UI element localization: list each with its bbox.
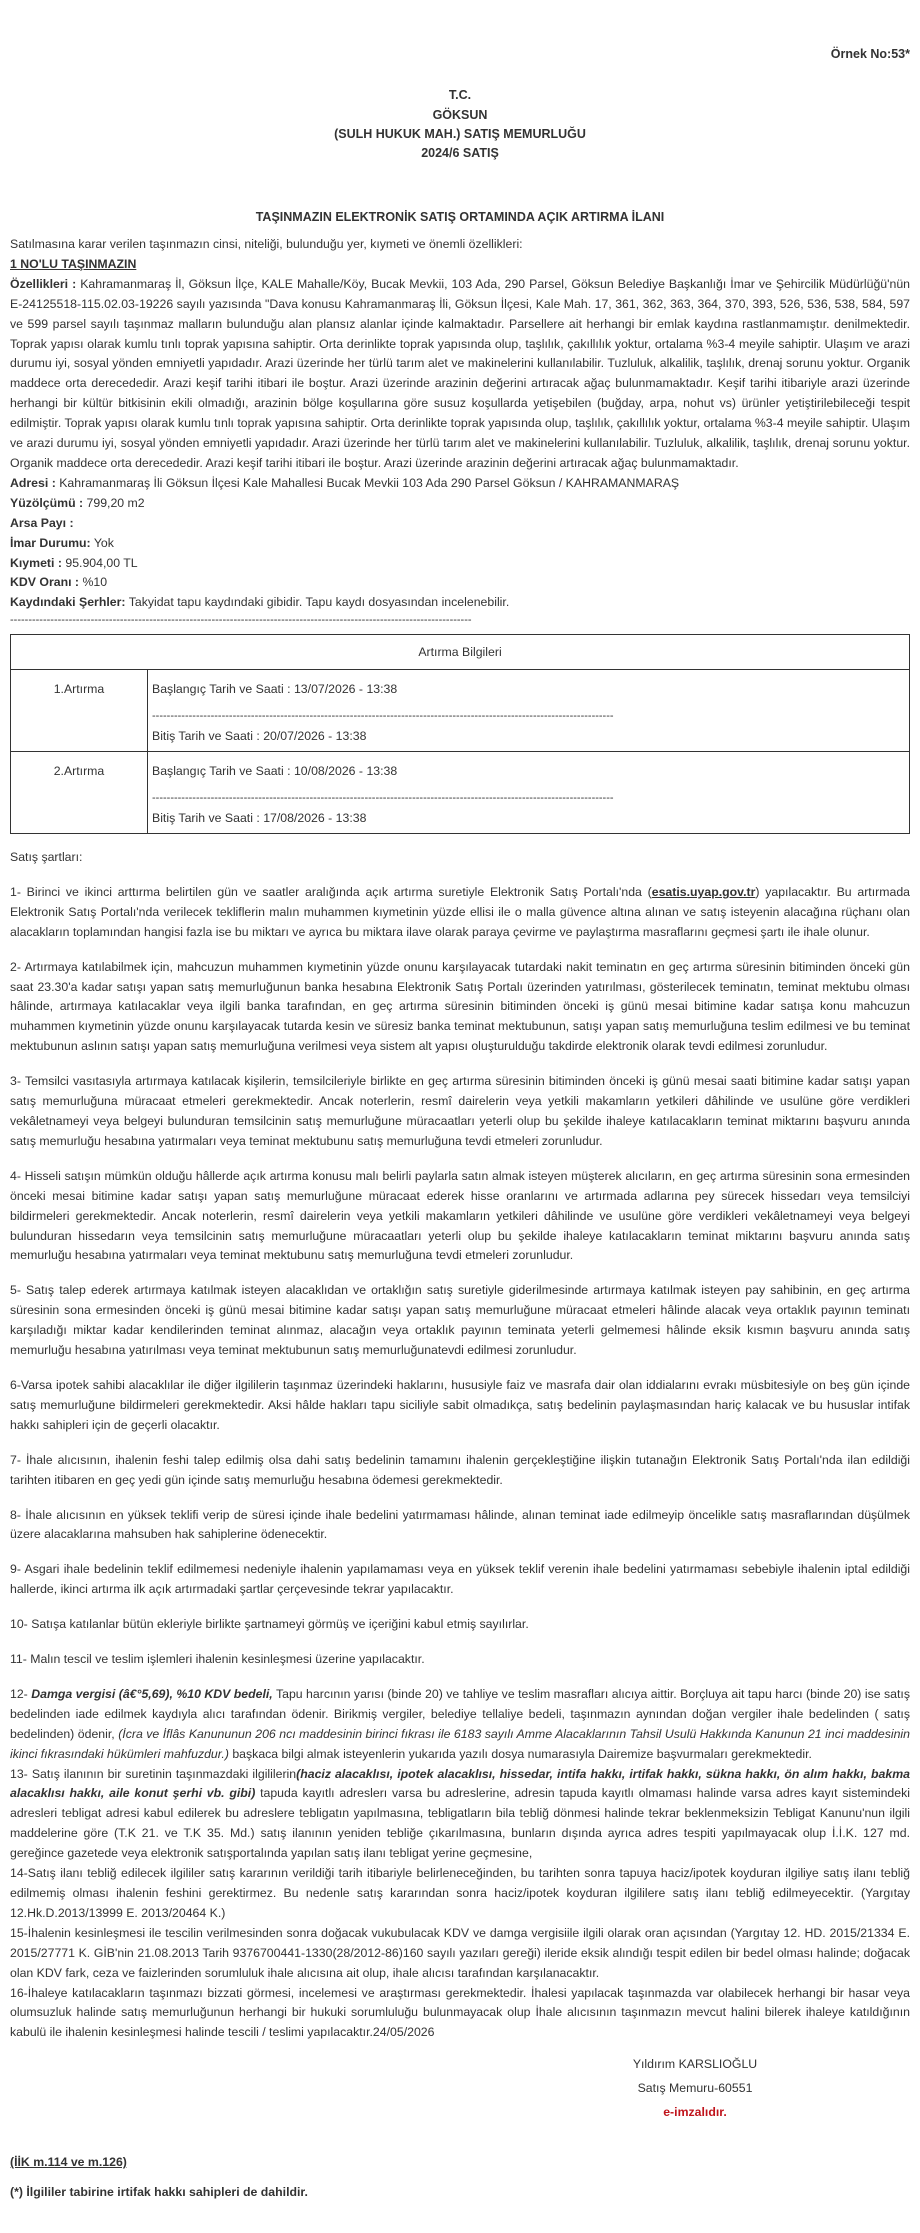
value-label: Kıymeti : [10,555,62,570]
value-value: 95.904,00 TL [65,555,138,570]
start-value: 13/07/2026 - 13:38 [293,682,398,697]
inner-separator: ------------------------------------------------------------------------------------------------------------------------------ [152,710,614,723]
condition-7: 7- İhale alıcısının, ihalenin feshi talep edilmiş olsa dahi satış bedelinin tamamını ihalenin gerçekleştiğine ilişkin tutanağın Elektronik Satış Portalı'nda ilan edildiği tarihten itibaren en geç yedi gün içinde satış memurluğu hesabına ödemesi gerekmektedir. [10,1452,910,1487]
address-label: Adresi : [10,475,56,490]
condition-5: 5- Satış talep ederek artırmaya katılmak isteyen alacaklıdan ve ortaklığın satış suretiyle giderilmesinde artırmaya katılmak isteyen pay sahibinin, en geç artırma süresinin sona ermesinden önceki iş günü mesai bitimine kadar satışı yapan satış memurluğune müracaat etmeleri hâlinde alacak veya ortaklık payının teminatı karşıladığı miktar kadar kendilerinden teminat alınmaz, alacağın veya ortaklık payının teminata yeterli gelmemesi hâlinde eksik kısmın başvuru anında satış memurluğu hesabına yatırılması veya teminat mektubunun satış memurluğunatevdi edilmesi zorunludur. [10,1283,910,1358]
property-features [10,275,910,474]
end-value: 20/07/2026 - 13:38 [263,729,367,744]
features-label: Özellikleri : [10,276,77,291]
separator-line: ------------------------------------------------------------------------------------------------------------------------------ [10,614,472,627]
condition-text: tapuda kayıtlı adreslerı varsa bu adreslerine, adresin tapuda kayıtlı olmaması halinde varsa adres kayıt sistemindeki adresleri tebligat adresi kabul edilerek bu adreslere tebligatın yapılmasına, tebligatların bila tebliğ dönmesi halinde tekrar beklenmeksizin Tebligat Kanunu'nun ilgili maddelerine göre (T.K 21. ve T.K 35. Md.) satış ilanının yeniden tebliğe çıkarılmasına, bunların dışında ayrıca adres tespiti yapılmayacak olup İ.İ.K. 127 md. gereğince gazetede veya elektronik satışportalında yapılan satış ilanı tebligat yerine geçmesine, [10,1786,910,1861]
end-value: 17/08/2026 - 13:38 [263,811,367,826]
sale-conditions-title: Satış şartları: [10,850,83,865]
condition-13 [10,1765,910,1865]
law-reference-text: (İcra ve İflâs Kanununun 206 ncı maddesinin birinci fıkrası ile 6183 sayılı Amme Alacaklarının Tahsil Usulü Hakkında Kanunun 21 inci maddesinin ikinci fıkrasındaki hükümleri mahfuzdur.) [10,1726,910,1761]
law-reference: (İİK m.114 ve m.126) [10,2155,127,2170]
start-value: 10/08/2026 - 13:38 [293,764,398,779]
land-share-field [10,514,910,534]
vat-field [10,573,910,593]
annotations-field [10,593,910,613]
value-field [10,554,910,574]
condition-text: 1- Birinci ve ikinci arttırma belirtilen gün ve saatler aralığında açık artırma suretiyle Elektronik Satış Portalı'nda ( [10,884,652,899]
zoning-field [10,534,910,554]
header-line-office: (SULH HUKUK MAH.) SATIŞ MEMURLUĞU [334,127,586,141]
vat-value: %10 [82,575,108,590]
annotations-value: Takyidat tapu kaydındaki gibidir. Tapu kaydı dosyasından incelenebilir. [128,595,510,610]
auction-info-table [10,634,910,835]
header-line-city: GÖKSUN [432,107,488,122]
condition-14: 14-Satış ilanı tebliğ edilecek ilgililer satış kararının verildiği tarih itibariyle belirleneceğinden, bu tarihten sonra tapuya haciz/ipotek koyduran ilgiliye satış ilanı tebliğ edilmemiş olması ihalenin feshini gerektirmez. Bu nedenle satış kararından sonra haciz/ipotek koyduran ilgililere satış ilanı tebliğ edilmeyecektir. (Yargıtay 12.Hk.D.2013/13999 E. 2013/20464 K.) [10,1866,910,1920]
e-signature-note: e-imzalıdır. [663,2105,727,2120]
sample-number: Örnek No:53* [830,47,910,61]
zoning-label: İmar Durumu: [10,535,91,550]
condition-text: başkaca bilgi almak isteyenlerin yukarıda yazılı dosya numarasıyla Dairemize başvurmaları gerekmektedir. [228,1746,812,1761]
auction-info-title: Artırma Bilgileri [11,634,910,670]
condition-3: 3- Temsilci vasıtasıyla artırmaya katılacak kişilerin, temsilcileriyle birlikte en geç artırma süresinin bitiminden önceki iş günü mesai saati bitimine kadar satışı yapan satış memurluğuna müracaat etmeleri gerekmektedir. Ancak noterlerin, resmî dairelerin veya yetkili makamların yetkileri dâhilinde ve usulüne göre verdikleri vekâletnameyi veya belgeyi bulunduran temsilcinin satış memurluğune müracaatları yeterli olup bu şekilde ihaleye katılacakların teminat miktarını başvuru anında satış memurluğu hesabına yatırmaları veya teminat mektubunu satış memurluğuna tevdi etmeleri zorunludur. [10,1074,910,1148]
auction-end [152,727,905,747]
portal-link[interactable]: esatis.uyap.gov.tr [651,884,756,899]
condition-text: 13- Satış ilanının bir suretinin taşınmazdaki ilgililerin [10,1766,297,1781]
notice-title: TAŞINMAZIN ELEKTRONİK SATIŞ ORTAMINDA AÇIK ARTIRMA İLANI [255,209,665,224]
land-share-label: Arsa Payı : [10,515,74,530]
area-field [10,494,910,514]
signer-name: Yıldırım KARSLIOĞLU [632,2057,758,2072]
condition-12 [10,1685,910,1765]
start-label: Başlangıç Tarih ve Saati : [152,682,291,697]
end-label: Bitiş Tarih ve Saati : [152,729,260,744]
auction-row-label: 2.Artırma [11,752,148,834]
inner-separator: ------------------------------------------------------------------------------------------------------------------------------ [152,792,614,805]
document-header [10,86,910,164]
condition-text: 12- [10,1686,32,1701]
stakeholders-text: (haciz alacaklısı, ipotek alacaklısı, hissedar, intifa hakkı, irtifak hakkı, sükna hakkı, ön alım hakkı, bakma alacaklısı hakkı, aile konut şerhi vb. gibi) [10,1766,910,1801]
header-line-tc: T.C. [448,88,472,103]
condition-10: 10- Satışa katılanlar bütün ekleriyle birlikte şartnameyi görmüş ve içeriğini kabul etmiş sayılırlar. [10,1617,529,1632]
condition-16: 16-İhaleye katılacakların taşınmazı bizzati görmesi, incelemesi ve araştırması gerekmektedir. İhalesi yapılacak taşınmazda var olabilecek herhangi bir hasar veya olumsuzluk halinde satış memurluğunun herhangi bir hukuki sorumluluğu bulunmayacak olup İhale alıcısının taşınmazın mevcut halini bilerek ihaleye katıldığının kabulü ile ihalenin kesinleşmesi halinde tescili / teslimi yapılacaktır.24/05/2026 [10,1985,910,2040]
condition-9: 9- Asgari ihale bedelinin teklif edilmemesi nedeniyle ihalenin yapılamaması veya en yüksek teklif verenin ihale bedelini yatırmaması sebebiyle ihalenin iptal edildiği hallerde, ikinci artırma ilk açık artırmadaki şartlar çerçevesinde tekrar yapılacaktır. [10,1562,910,1597]
property-heading: 1 NO'LU TAŞINMAZIN [10,256,137,271]
condition-2: 2- Artırmaya katılabilmek için, mahcuzun muhammen kıymetinin yüzde onunu karşılayacak tutardaki nakit teminatın en geç artırma süresinin bitiminden önceki gün saat 23.30'a kadar satışı yapan satış memurluğunun banka hesabına Elektronik Satış Portalı üzerinden yatırılması, gösterilecek teminatın, teminat mektubu olması hâlinde, artırmaya katılacaklar veya ilgili banka tarafından, en geç artırma süresinin bitiminden önceki iş günü mesai bitimine kadar satışa konu mahcuzun muhammen kıymetinin yüzde onunu karşılayacak tutarda kesin ve süresiz banka teminat mektubunun, satışı yapan satış memurluğuna teslim edilmesi ve bu teminat mektubunun aslının satışı yapan satış memurluğuna verilmesi veya sistem alt yapısı oluşturulduğu takdirde elektronik olarak tevdi edilmesi zorunludur. [10,959,910,1054]
footnote: (*) İlgililer tabirine irtifak hakkı sahipleri de dahildir. [10,2185,308,2200]
auction-row-label: 1.Artırma [11,670,148,752]
condition-11: 11- Malın tescil ve teslim işlemleri ihalenin kesinleşmesi üzerine yapılacaktır. [10,1652,425,1667]
intro-text: Satılmasına karar verilen taşınmazın cinsi, niteliği, bulunduğu yer, kıymeti ve önemli özellikleri: [10,237,523,251]
signer-title: Satış Memuru-60551 [637,2081,753,2096]
auction-start [152,762,905,782]
condition-1 [10,883,910,943]
auction-end [152,809,905,829]
area-value: 799,20 m2 [86,495,145,510]
condition-6: 6-Varsa ipotek sahibi alacaklılar ile diğer ilgililerin taşınmaz üzerindeki haklarını, hususiyle faiz ve masrafa dair olan iddialarını evrakı müsbitesiyle on beş gün içinde satış memurluğune bildirmeleri gerekmektedir. Aksi hâlde hakları tapu siciliyle sabit olmadıkça, satış bedelinin paylaşmasından hariç kalacak ve bu hususlar intifak hakkı sahipleri için de geçerli olacaktır. [10,1377,910,1432]
zoning-value: Yok [93,535,114,550]
auction-row-1 [11,670,910,752]
condition-4: 4- Hisseli satışın mümkün olduğu hâllerde açık artırma konusu malı belirli paylarla satın almak isteyen müşterek alıcıların, en geç artırma süresinin sona ermesinden önceki mesai bitimine kadar satışı yapan satış memurluğune müracaat ederek hisse oranlarını ve artırmada adlarına pey sürecek hissedarı veya temsilciyi bildirmeleri gerekmektedir. Ancak noterlerin, resmî dairelerin veya yetkili makamların yetkileri dâhilinde ve usulüne göre verdikleri vekâletnameyi veya belgeyi bulunduran hissedarın veya temsilcinin satış memurluğune müracaatları yeterli olup bu şekilde ihaleye katılacakların teminat miktarını başvuru anında satış memurluğu hesabına yatırmaları veya teminat mektubunu satış memurluğuna tevdi etmeleri zorunludur. [10,1168,910,1263]
address-value: Kahramanmaraş İli Göksun İlçesi Kale Mahallesi Bucak Mevkii 103 Ada 290 Parsel Göksun / KAHRAMANMARAŞ [59,475,680,490]
features-text: Kahramanmaraş İl, Göksun İlçe, KALE Mahalle/Köy, Bucak Mevkii, 103 Ada, 290 Parsel, Göksun Belediye Başkanlığı İmar ve Şehircilik Müdürlüğü'nün E-24125518-115.02.03-19226 sayılı yazısında "Dava konusu Kahramanmaraş İli, Göksun İlçesi, Kale Mah. 17, 361, 362, 363, 364, 370, 393, 526, 536, 538, 584, 597 ve 599 parsel sayılı taşınmaz malların bulunduğu alan plansız alanlar içinde kalmaktadır. Parsellere ait herhangi bir emlak kaydına rastlanmamıştır. denilmektedir. Toprak yapısı olarak kumlu tınlı toprak yapısına sahiptir. Orta derinlikte toprak yapısında olup, taşlılık, çakıllılık yoktur, ortalama %3-4 meyile sahiptir. Ulaşım ve arazi durumu iyi, sosyal yönden emniyetli yapıdadır. Arazi üzerinde her türlü tarım alet ve makinelerini kullanılabilir. Tuzluluk, alkalilik, taşlılık, drenaj sorunu yoktur. Organik maddece orta derecededir. Arazi keşif tarihi itibari ile boştur. Arazi üzerinde arazinin değerini artıracak ağaç bulunmamaktadır. Keşif tarihi itibariyle arazi üzerinde herhangi bir kültür bitkisinin ekili olmadığı, arazinin bölge koşullarına göre susuz koşullarda yetişebilen (buğday, arpa, nohut vs) ürünler yetiştirilebileceği tespit edilmiştir. Toprak yapısı olarak kumlu tınlı toprak yapısına sahiptir. Orta derinlikte toprak yapısında olup, taşlılık, çakıllılık yoktur, ortalama %3-4 meyile sahiptir. Ulaşım ve arazi durumu iyi, sosyal yönden emniyetli yapıdadır. Arazi üzerinde her türlü tarım alet ve makinelerini kullanılabilir. Tuzluluk, alkalilik, taşlılık, drenaj sorunu yoktur. Organik maddece orta derecededir. Arazi keşif tarihi itibari ile boştur. Arazi üzerinde arazinin değerini artıracak ağaç bulunmamaktadır. [10,276,910,470]
condition-text: ) yapılacaktır. Bu artırmada Elektronik Satış Portalı'nda verilecek tekliflerin malın muhammen kıymetinin yüzde ellisi ile o malla güvence altına alınan ve satış isteyenin alacağına rüçhanı olan alacakların toplamından hangisi fazla ise bu miktarı ve ayrıca bu miktara ilave olarak paraya çevirme ve paylaştırma masraflarını geçmesi şartı ile ihale olunur. [10,884,911,939]
header-line-file-no: 2024/6 SATIŞ [421,146,499,161]
stamp-tax-text: Damga vergisi (â€°5,69), %10 KDV bedeli, [31,1686,273,1701]
signature-block [550,2053,840,2125]
auction-row-2 [11,752,910,834]
auction-start [152,680,905,700]
condition-text: Tapu harcının yarısı (binde 20) ve tahliye ve teslim masrafları alıcıya aittir. Borçluya ait tapu harcı (binde 20) ise satış bedelinden iade edilmek kaydıyla alıcı tarafından ödenir. Birikmiş vergiler, belediye tellaliye bedeli, taşınmazın aynından doğan vergiler ihale bedelinden ( satış bedelinden) ödenir, [10,1686,910,1741]
vat-label: KDV Oranı : [10,575,80,590]
annotations-label: Kaydındaki Şerhler: [10,595,126,610]
condition-8: 8- İhale alıcısının en yüksek teklifi verip de süresi içinde ihale bedelini yatırmaması hâlinde, alınan teminat iade edilmeyip öncelikle satış masraflarından düşülmek üzere alacaklarına mahsuben hak sahiplerine ödenecektir. [10,1507,910,1542]
condition-15: 15-İhalenin kesinleşmesi ile tescilin verilmesinden sonra doğacak vukubulacak KDV ve damga vergisiile ilgili olarak oran açısından (Yargıtay 12. HD. 2015/21334 E. 2015/27771 K. GİB'nin 21.08.2013 Tarih 9376700441-1330(28/2012-86)160 sayılı yazıları gereği) ileride eksik alındığı tespit edilen bir bedel olması halinde; doğacak olan KDV fark, ceza ve faizlerinden sorumluluk ihale alıcısına ait olup, ihale alıcısı tarafından karşılanacaktır. [10,1925,910,1980]
address-field [10,474,910,494]
end-label: Bitiş Tarih ve Saati : [152,811,260,826]
area-label: Yüzölçümü : [10,495,84,510]
start-label: Başlangıç Tarih ve Saati : [152,764,291,779]
